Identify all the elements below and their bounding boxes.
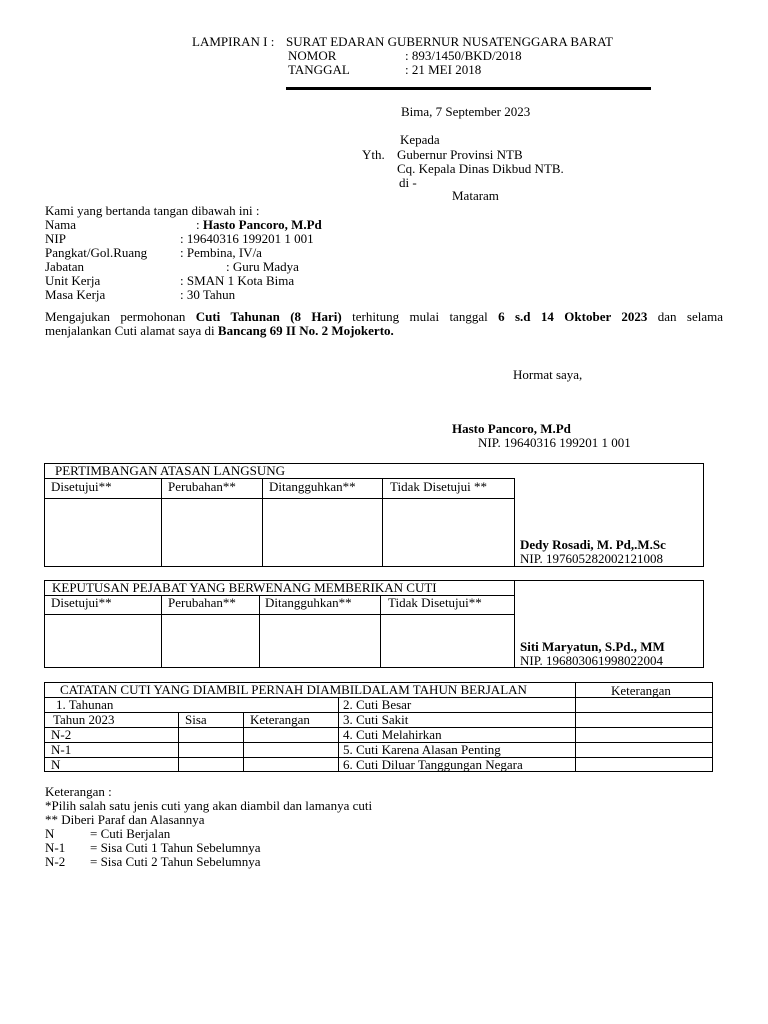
box1-col-line [262,478,263,567]
box2-col-line [514,580,515,668]
identity-value-unit: : SMAN 1 Kota Bima [180,273,295,288]
box1-col-perubahan: Perubahan** [168,479,236,494]
tanggal-label: TANGGAL [288,62,350,77]
box2-col-line [259,595,260,668]
box1-col-line [161,478,162,567]
signer-nip: NIP. 19640316 199201 1 001 [478,435,631,450]
box3-col-line [178,712,179,772]
body-line-2: menjalankan Cuti alamat saya di Bancang 69 II No. 2 Mojokerto. [45,323,394,338]
notes-line-2: ** Diberi Paraf dan Alasannya [45,812,205,827]
notes-code-n2: N-2 [45,854,66,869]
box2-header-line [44,614,514,615]
identity-label-jabatan: Jabatan [45,259,84,274]
nomor-value: : 893/1450/BKD/2018 [405,48,522,63]
box1-official-name: Dedy Rosadi, M. Pd,.M.Sc [520,537,666,552]
box3-type-diluar-tanggungan: 6. Cuti Diluar Tanggungan Negara [343,757,523,772]
place-date: Bima, 7 September 2023 [401,104,531,119]
box2-official-nip: NIP. 196803061998022004 [520,653,664,668]
box3-type-melahirkan: 4. Cuti Melahirkan [343,727,442,742]
identity-label-unit: Unit Kerja [45,273,101,288]
notes-line-1: *Pilih salah satu jenis cuti yang akan diambil dan lamanya cuti [45,798,373,813]
box1-header-line [44,498,514,499]
box3-row-n1: N-1 [51,742,72,757]
box3-type-besar: 2. Cuti Besar [343,697,412,712]
box1-col-tidak-disetujui: Tidak Disetujui ** [390,479,488,494]
notes-code-n: N [45,826,55,841]
box3-col-keterangan: Keterangan [250,712,310,727]
body-line-1: Mengajukan permohonan Cuti Tahunan (8 Hari) terhitung mulai tanggal 6 s.d 14 Oktober 2023 dan selama [45,309,724,324]
box2-col-disetujui: Disetujui** [51,595,112,610]
box2-col-perubahan: Perubahan** [168,595,236,610]
notes-desc-n2: = Sisa Cuti 2 Tahun Sebelumnya [90,854,261,869]
identity-label-nama: Nama [45,217,77,232]
box3-tahunan: 1. Tahunan [56,697,114,712]
box1-col-line [382,478,383,567]
notes-desc-n: = Cuti Berjalan [90,826,171,841]
closing-text: Hormat saya, [513,367,583,382]
recipient-line2: Cq. Kepala Dinas Dikbud NTB. [397,161,564,176]
box2-title: KEPUTUSAN PEJABAT YANG BERWENANG MEMBERIKAN CUTI [52,580,437,595]
identity-label-nip: NIP [45,231,66,246]
box1-official-nip: NIP. 197605282002121008 [520,551,664,566]
box3-col-line [338,697,339,772]
identity-label-masa: Masa Kerja [45,287,106,302]
recipient-yth: Yth. [362,147,385,162]
identity-value-jabatan: : Guru Madya [226,259,299,274]
box2-official-name: Siti Maryatun, S.Pd., MM [520,639,665,654]
signer-name: Hasto Pancoro, M.Pd [452,421,571,436]
identity-value-nip: : 19640316 199201 1 001 [180,231,314,246]
box3-col-line [575,682,576,772]
box1-title: PERTIMBANGAN ATASAN LANGSUNG [55,463,286,478]
lampiran-label: LAMPIRAN I : [192,34,275,49]
box1-col-disetujui: Disetujui** [51,479,112,494]
identity-value-masa: : 30 Tahun [180,287,236,302]
box3-col-tahun: Tahun 2023 [53,712,115,727]
identity-label-pangkat: Pangkat/Gol.Ruang [45,245,148,260]
box3-col-sisa: Sisa [185,712,207,727]
recipient-di: di - [399,175,417,190]
box3-keterangan-header: Keterangan [611,683,671,698]
notes-desc-n1: = Sisa Cuti 1 Tahun Sebelumnya [90,840,261,855]
box2-col-ditangguhkan: Ditangguhkan** [265,595,352,610]
header-divider [286,87,651,90]
box3-type-alasan-penting: 5. Cuti Karena Alasan Penting [343,742,501,757]
identity-value-pangkat: : Pembina, IV/a [180,245,262,260]
recipient-kepada: Kepada [400,132,440,147]
box1-col-line [514,478,515,567]
box3-col-line [243,712,244,772]
notes-title: Keterangan : [45,784,112,799]
box3-title: CATATAN CUTI YANG DIAMBIL PERNAH DIAMBILDALAM TAHUN BERJALAN [60,682,527,697]
intro-text: Kami yang bertanda tangan dibawah ini : [45,203,260,218]
notes-code-n1: N-1 [45,840,66,855]
box3-row-n: N [51,757,61,772]
box2-col-line [380,595,381,668]
box3-type-sakit: 3. Cuti Sakit [343,712,409,727]
lampiran-value: SURAT EDARAN GUBERNUR NUSATENGGARA BARAT [286,34,613,49]
identity-value-nama: : Hasto Pancoro, M.Pd [196,217,322,232]
tanggal-value: : 21 MEI 2018 [405,62,482,77]
box2-col-tidak-disetujui: Tidak Disetujui** [388,595,482,610]
recipient-city: Mataram [452,188,499,203]
box2-col-line [161,595,162,668]
box1-col-ditangguhkan: Ditangguhkan** [269,479,356,494]
nomor-label: NOMOR [288,48,337,63]
box3-row-n2: N-2 [51,727,72,742]
recipient-line1: Gubernur Provinsi NTB [397,147,523,162]
